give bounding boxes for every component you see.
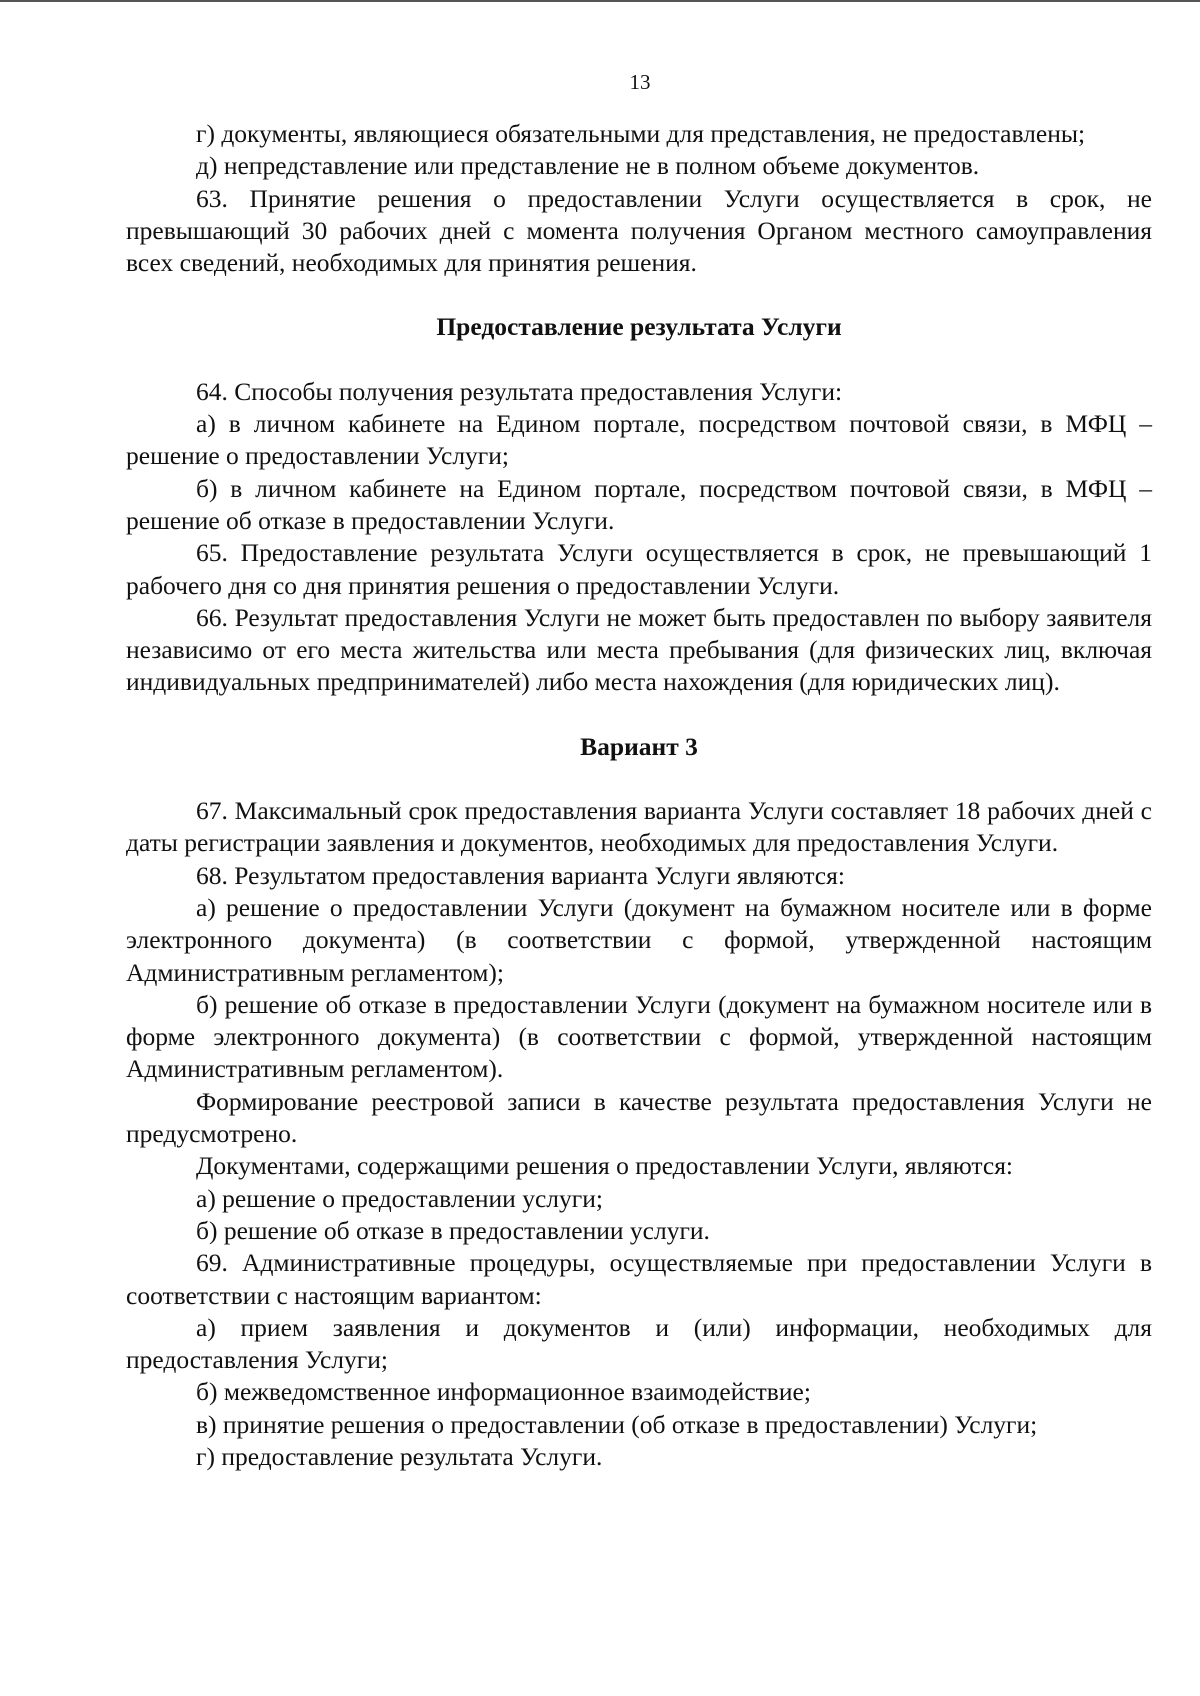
paragraph: г) документы, являющиеся обязательными для представления, не предоставлены;	[196, 119, 1086, 148]
paragraph: 63. Принятие решения о предоставлении Услуги осуществляется в срок, не превышающий 30 рабочих дней с момента получения Органом местного самоуправления всех сведений, необходимых для принятия решения.	[126, 183, 1152, 278]
paragraph: а) в личном кабинете на Едином портале, посредством почтовой связи, в МФЦ – решение о предоставлении Услуги;	[126, 409, 1152, 471]
paragraph: Формирование реестровой записи в качестве результата предоставления Услуги не предусмотрено.	[126, 1086, 1152, 1149]
spacer	[126, 763, 1152, 795]
paragraph: 68. Результатом предоставления варианта Услуги являются:	[196, 860, 845, 890]
paragraph: а) прием заявления и документов и (или) информации, необходимых для предоставления Услуги;	[126, 1312, 1152, 1375]
paragraph: 67. Максимальный срок предоставления варианта Услуги составляет 18 рабочих дней с даты регистрации заявления и документов, необходимых для предоставления Услуги.	[126, 796, 1152, 858]
paragraph: Документами, содержащими решения о предоставлении Услуги, являются:	[196, 1151, 1014, 1181]
section-heading: Предоставление результата Услуги	[436, 312, 842, 342]
paragraph: а) решение о предоставлении услуги;	[196, 1183, 603, 1213]
paragraph: 69. Административные процедуры, осуществляемые при предоставлении Услуги в соответствии с настоящим вариантом:	[126, 1248, 1152, 1310]
paragraph: а) решение о предоставлении Услуги (документ на бумажном носителе или в форме электронного документа) (в соответствии с формой, утвержденной настоящим Административным регламентом);	[126, 892, 1152, 987]
paragraph: в) принятие решения о предоставлении (об отказе в предоставлении) Услуги;	[196, 1409, 1038, 1439]
paragraph: б) в личном кабинете на Едином портале, посредством почтовой связи, в МФЦ – решение об отказе в предоставлении Услуги.	[126, 473, 1152, 535]
paragraph: 66. Результат предоставления Услуги не может быть предоставлен по выбору заявителя независимо от его места жительства или места пребывания (для физических лиц, включая индивидуальных предпринимателей) либо места нахождения (для юридических лиц).	[126, 602, 1152, 697]
paragraph: 64. Способы получения результата предоставления Услуги:	[196, 376, 843, 406]
paragraph: д) непредставление или представление не в полном объеме документов.	[196, 151, 980, 181]
spacer	[126, 699, 1152, 731]
spacer	[126, 344, 1152, 376]
scan-edge	[0, 0, 1200, 2]
document-body	[126, 118, 1152, 1473]
paragraph: г) предоставление результата Услуги.	[196, 1441, 603, 1471]
section-heading: Вариант 3	[580, 731, 698, 761]
spacer	[126, 279, 1152, 311]
paragraph: б) межведомственное информационное взаимодействие;	[196, 1377, 811, 1407]
paragraph: б) решение об отказе в предоставлении Услуги (документ на бумажном носителе или в форме электронного документа) (в соответствии с формой, утвержденной настоящим Административным регламентом).	[126, 989, 1152, 1084]
page-number: 13	[629, 70, 651, 94]
paragraph: 65. Предоставление результата Услуги осуществляется в срок, не превышающий 1 рабочего дня со дня принятия решения о предоставлении Услуги.	[126, 538, 1152, 600]
paragraph: б) решение об отказе в предоставлении услуги.	[196, 1215, 710, 1245]
